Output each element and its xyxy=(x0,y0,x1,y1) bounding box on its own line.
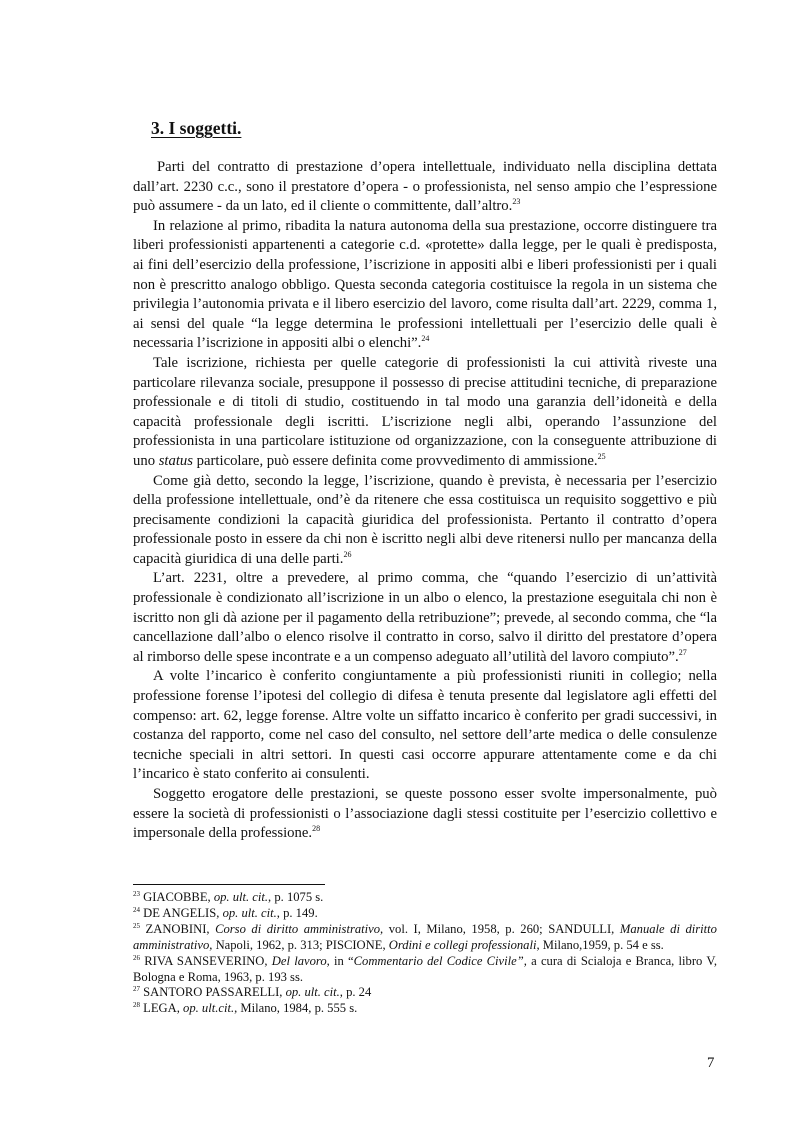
paragraph xyxy=(133,472,717,570)
paragraph-text: In relazione al primo, ribadita la natura autonoma della sua prestazione, occorre distinguere tra liberi professionisti appartenenti a categorie c.d. «protette» dalla legge, per le quali è predisposta, ai fini dell’esercizio della professione, l’iscrizione in appositi albi e liberi professionisti per i quali non è prescritto analogo obbligo. Questa seconda categoria costituisce la regola in un sistema che privilegia l’autonomia privata e il libero esercizio del lavoro, come risulta dall’art. 2229, comma 1, ai sensi del quale “la legge determina le professioni intellettuali per l’esercizio delle quali è necessaria l’iscrizione in appositi albi o elenchi”. xyxy=(133,217,717,352)
footnote-text: , p. 149. xyxy=(276,905,318,920)
footnote-italic: op. ult. cit. xyxy=(222,905,277,920)
paragraph-text: particolare, può essere definita come provvedimento di ammissione. xyxy=(192,452,598,469)
footnote-text: ZANOBINI, xyxy=(140,921,216,936)
footnote xyxy=(133,954,717,986)
footnote-text: Napoli, 1962, p. 313; PISCIONE, xyxy=(212,937,389,952)
paragraph-italic: status xyxy=(158,452,193,469)
footnote-text: Milano,1959, p. 54 e ss. xyxy=(539,937,664,952)
footnotes xyxy=(133,890,717,1017)
footnote-text: , Milano, 1984, p. 555 s. xyxy=(234,1001,358,1016)
paragraph-text: L’art. 2231, oltre a prevedere, al primo comma, che “quando l’esercizio di un’attività professionale è condizionato all’iscrizione in un albo o elenco, la prestazione eseguitala chi non è iscritto non gli dà azione per il pagamento della retribuzione”; prevede, al secondo comma, che “la cancellazione dall’albo o elenco risolve il contratto in corso, salvo il diritto del prestatore d’opera al rimborso delle spese incontrate e a un compenso adeguato all’utilità del lavoro compiuto”. xyxy=(133,570,717,665)
body-text xyxy=(133,158,717,844)
paragraph xyxy=(133,667,717,785)
page-number: 7 xyxy=(707,1055,715,1071)
footnote-ref: 27 xyxy=(678,647,687,657)
footnote-text: GIACOBBE, xyxy=(140,890,214,904)
footnote xyxy=(133,1001,717,1017)
footnote-ref: 25 xyxy=(597,451,606,461)
paragraph-text: A volte l’incarico è conferito congiuntamente a più professionisti riuniti in collegio; nella professione forense l’ipotesi del collegio di difesa è tenuta presente dal legislatore agli effetti del compenso: art. 62, legge forense. Altre volte un siffatto incarico è conferito per gradi successivi, in costanza del rapporto, come nel caso del consulto, nel settore dell’arte medica o delle consulenze tecniche speciali in altri settori. In questi casi occorre appurare attentamente come e da chi l’incarico è stato conferito ai consulenti. xyxy=(133,668,717,783)
footnote-italic: Del lavoro, xyxy=(271,953,330,968)
footnote-ref: 23 xyxy=(133,890,140,898)
paragraph xyxy=(133,785,717,844)
paragraph-text: Parti del contratto di prestazione d’opera intellettuale, individuato nella disciplina dettata dall’art. 2230 c.c., sono il prestatore d’opera - o professionista, nel senso ampio che l’espressione può assumere - da un lato, ed il cliente o committente, dall’altro. xyxy=(133,159,717,215)
footnote-text: DE ANGELIS, xyxy=(140,905,223,920)
section-heading: 3. I soggetti. xyxy=(151,118,242,138)
footnote-ref: 25 xyxy=(133,921,140,930)
footnote-separator xyxy=(133,884,325,885)
footnote-italic: op. ult. cit. xyxy=(213,890,269,904)
footnote-italic: Ordini e collegi professionali, xyxy=(388,937,540,952)
footnote-ref: 28 xyxy=(312,824,321,834)
footnote-ref: 27 xyxy=(133,985,140,994)
footnote-ref: 26 xyxy=(343,549,352,559)
footnote-ref: 24 xyxy=(421,334,430,344)
footnote-italic: Corso di diritto amministrativo, xyxy=(215,921,384,936)
footnote-ref: 28 xyxy=(133,1001,140,1010)
footnote-italic: Commentario del Codice Civile”, xyxy=(353,953,527,968)
footnote-ref: 23 xyxy=(512,197,521,207)
footnote xyxy=(133,985,717,1001)
paragraph xyxy=(133,158,717,217)
paragraph-text: Soggetto erogatore delle prestazioni, se queste possono esser svolte impersonalmente, può essere la società di professionisti o l’associazione dagli stessi costituite per l’esercizio collettivo e impersonale della professione. xyxy=(133,786,717,842)
footnote-ref: 26 xyxy=(133,953,140,962)
footnote-text: in “ xyxy=(329,953,354,968)
footnote-text: p. 24 xyxy=(342,985,372,1000)
paragraph xyxy=(133,217,717,354)
footnote xyxy=(133,922,717,954)
footnote-text: a cura di Scialoja e Branca, libro V, Bologna e Roma, 1963, p. 193 ss. xyxy=(133,953,717,984)
footnote-italic: op. ult. cit., xyxy=(285,985,343,1000)
footnote-italic: Manuale di diritto amministrativo, xyxy=(133,921,717,952)
paragraph-text: Tale iscrizione, richiesta per quelle categorie di professionisti la cui attività riveste una particolare rilevanza sociale, presuppone il possesso di precise attitudini tecniche, di preparazione professionale e di titoli di studio, costituendo in tal modo una garanzia dell’idoneità e della capacità professionale degli iscritti. L’iscrizione negli albi, operando l’assunzione del professionista in una particolare istituzione od organizzazione, con la conseguente attribuzione di uno xyxy=(133,354,717,469)
footnote-ref: 24 xyxy=(133,905,140,914)
footnote-text: LEGA, xyxy=(140,1001,184,1016)
paragraph-text: Come già detto, secondo la legge, l’iscrizione, quando è prevista, è necessaria per l’esercizio della professione intellettuale, ond’è da ritenere che essa costituisca un requisito soggettivo e più precisamente condizioni la capacità giuridica del professionista. Pertanto il contratto d’opera professionale posto in essere da chi non è iscritto negli albi deve ritenersi nullo per mancanza della capacità giuridica di una delle parti. xyxy=(133,472,717,567)
footnote-text: , p. 1075 s. xyxy=(268,890,324,904)
footnote-text: vol. I, Milano, 1958, p. 260; SANDULLI, xyxy=(383,921,620,936)
paragraph xyxy=(133,569,717,667)
paragraph xyxy=(133,354,717,472)
footnote-text: SANTORO PASSARELLI, xyxy=(140,985,286,1000)
footnote xyxy=(133,906,717,922)
footnote-italic: op. ult.cit. xyxy=(183,1001,235,1016)
footnote-text: RIVA SANSEVERINO, xyxy=(140,953,272,968)
footnote xyxy=(133,890,717,906)
